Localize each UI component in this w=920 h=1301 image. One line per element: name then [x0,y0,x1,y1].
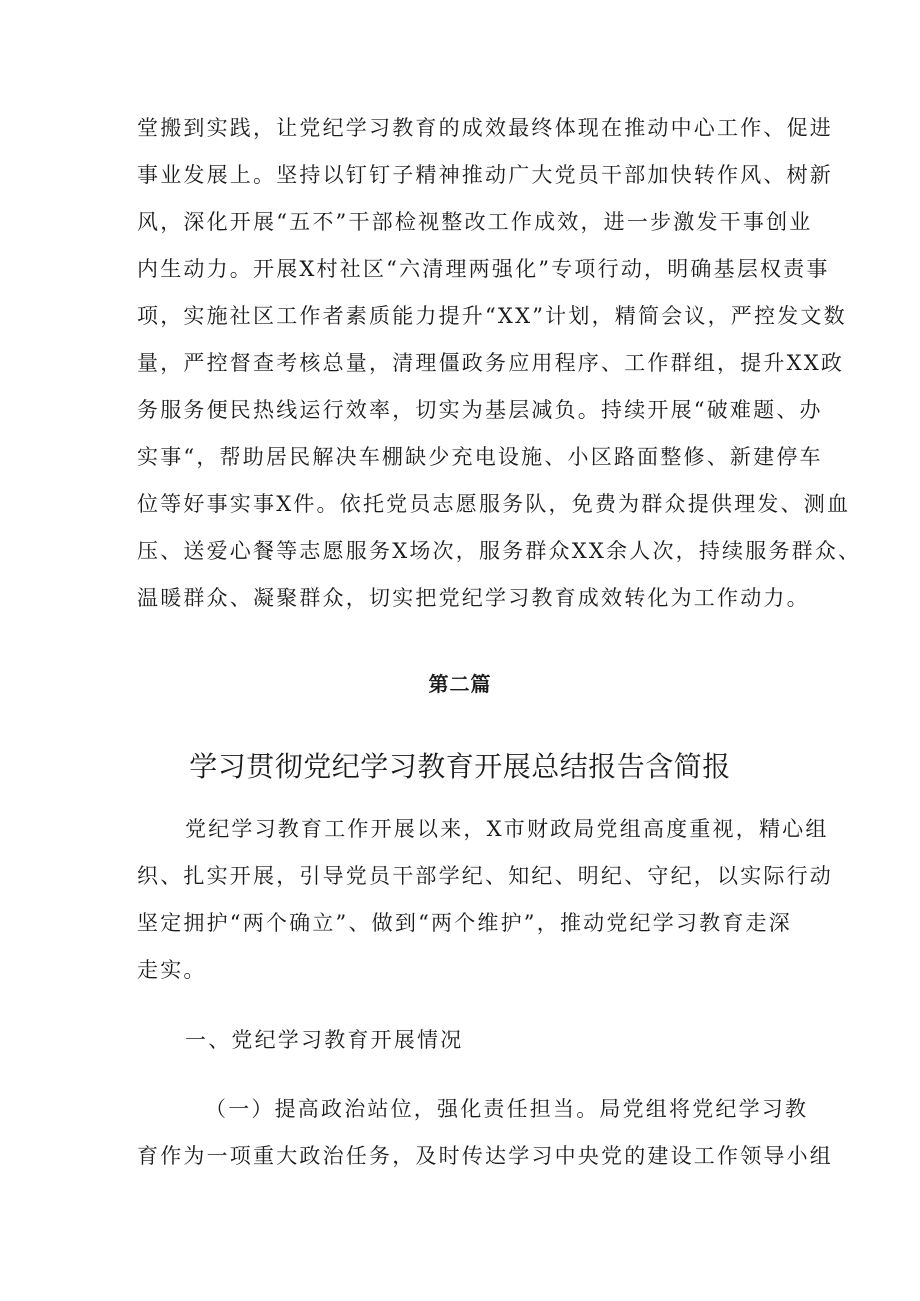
paragraph-line: 量，严控督查考核总量，清理僵政务应用程序、工作群组，提升XX政 [137,351,845,375]
paragraph-line: 压、送爱心餐等志愿服务X场次，服务群众XX余人次，持续服务群众、 [137,539,862,563]
paragraph-line: 织、扎实开展，引导党员干部学纪、知纪、明纪、守纪，以实际行动 [137,864,833,888]
paragraph-line: 位等好事实事X件。依托党员志愿服务队，免费为群众提供理发、测血 [137,492,851,516]
paragraph-line: 堂搬到实践，让党纪学习教育的成效最终体现在推动中心工作、促进 [137,116,833,140]
section-label: 第二篇 [428,672,492,696]
paragraph-line: 党纪学习教育工作开展以来，X市财政局党组高度重视，精心组 [185,817,829,841]
paragraph-line: 务服务便民热线运行效率，切实为基层减负。持续开展“破难题、办 [137,398,823,422]
paragraph-line: 实事“，帮助居民解决车棚缺少充电设施、小区路面整修、新建停车 [137,445,823,469]
paragraph-line: 项，实施社区工作者素质能力提升“XX”计划，精简会议，严控发文数 [137,304,847,328]
paragraph-line: 温暖群众、凝聚群众，切实把党纪学习教育成效转化为工作动力。 [137,586,810,610]
paragraph-line: 走实。 [137,958,207,982]
paragraph-line: 坚定拥护“两个确立”、做到“两个维护”，推动党纪学习教育走深 [137,911,792,935]
paragraph-line: 事业发展上。坚持以钉钉子精神推动广大党员干部加快转作风、树新 [137,163,833,187]
paragraph-line: （一）提高政治站位，强化责任担当。局党组将党纪学习教 [205,1097,809,1121]
paragraph-line: 风，深化开展“五不”干部检视整改工作成效，进一步激发干事创业 [137,210,813,234]
document-title: 学习贯彻党纪学习教育开展总结报告含简报 [189,750,731,783]
paragraph-line: 内生动力。开展X村社区“六清理两强化”专项行动，明确基层权责事 [137,257,830,281]
paragraph-line: 育作为一项重大政治任务，及时传达学习中央党的建设工作领导小组 [137,1144,833,1168]
section-heading: 一、党纪学习教育开展情况 [185,1028,464,1052]
